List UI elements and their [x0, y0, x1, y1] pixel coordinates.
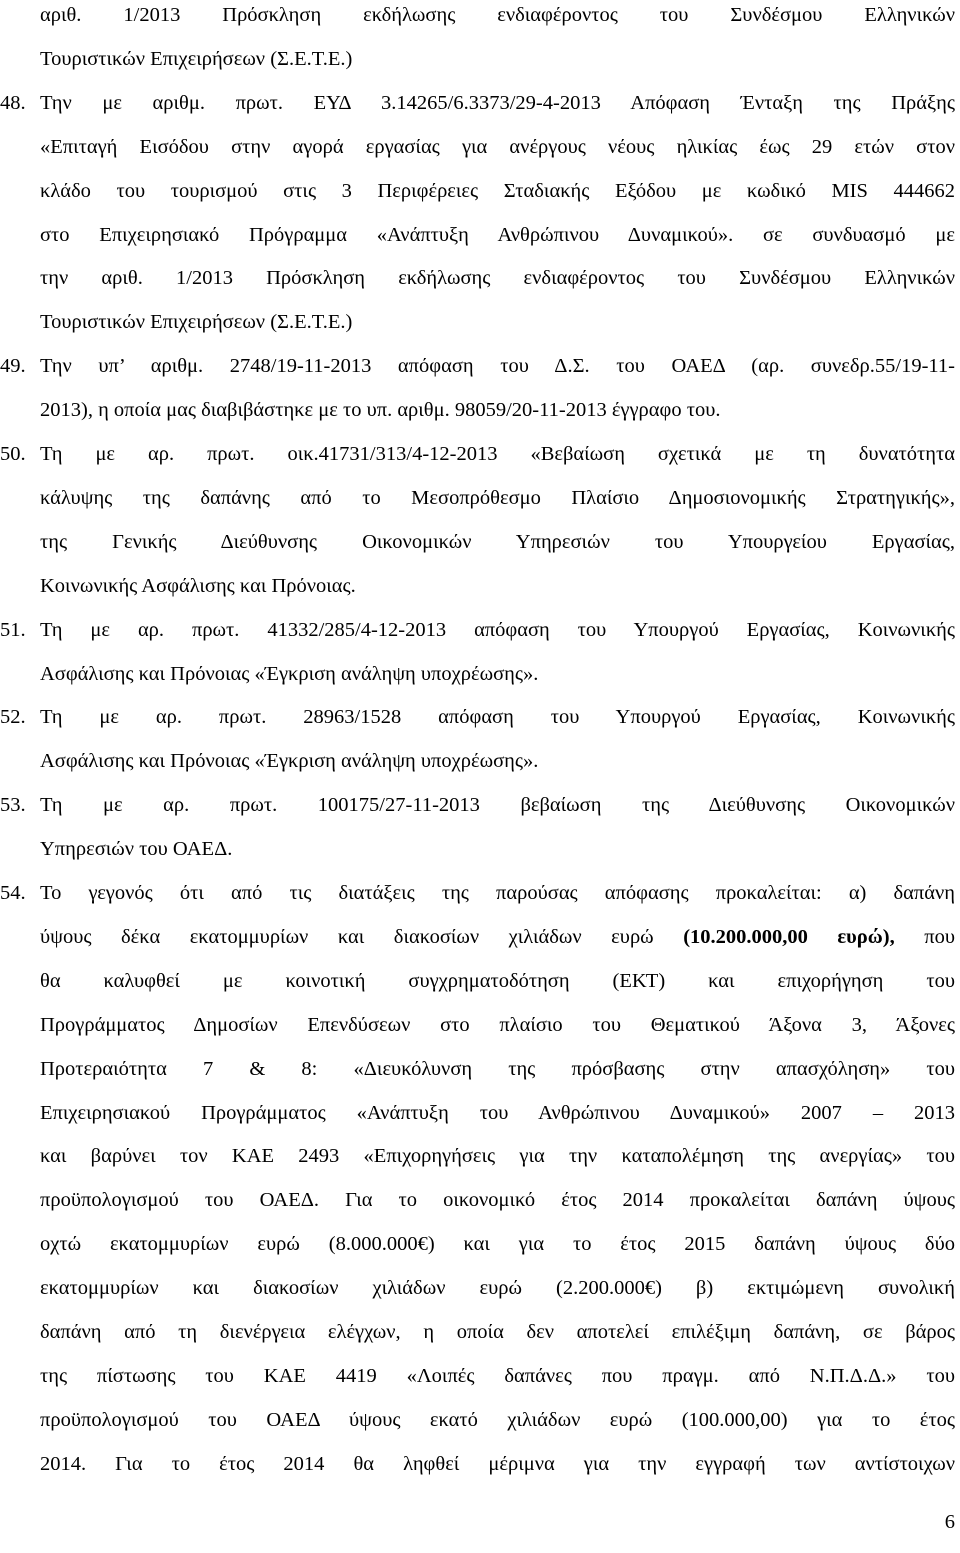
paragraph-line — [0, 176, 960, 206]
text-segment: ύψους δέκα εκατομμυρίων και διακοσίων χιλιάδων ευρώ — [40, 925, 684, 948]
numbered-paragraph-line — [0, 702, 960, 732]
paragraph-line — [0, 220, 960, 250]
paragraph-line — [0, 263, 960, 293]
paragraph-line — [0, 1405, 960, 1435]
paragraph-line — [0, 966, 960, 996]
list-number: 49. — [0, 355, 26, 378]
paragraph-line — [0, 0, 960, 30]
paragraph-line — [0, 527, 960, 557]
paragraph-line — [0, 1141, 960, 1171]
paragraph-line — [0, 395, 960, 425]
line-text: δαπάνη από τη διενέργεια ελέγχων, η οποία δεν αποτελεί επιλέξιμη δαπάνη, σε βάρος — [40, 1321, 955, 1343]
line-text: Ασφάλισης και Πρόνοιας «Έγκριση ανάληψη υποχρέωσης». — [40, 750, 539, 773]
paragraph-line — [0, 1185, 960, 1215]
line-text: Ασφάλισης και Πρόνοιας «Έγκριση ανάληψη υποχρέωσης». — [40, 662, 539, 685]
paragraph-line — [0, 44, 960, 74]
paragraph-line — [0, 746, 960, 776]
paragraph-line — [0, 1054, 960, 1084]
paragraph-line — [0, 1273, 960, 1303]
line-text: Κοινωνικής Ασφάλισης και Πρόνοιας. — [40, 574, 356, 597]
numbered-paragraph-line — [0, 790, 960, 820]
line-text: κάλυψης της δαπάνης από το Μεσοπρόθεσμο Πλαίσιο Δημοσιονομικής Στρατηγικής», — [40, 486, 955, 509]
line-text: Επιχειρησιακού Προγράμματος «Ανάπτυξη του Ανθρώπινου Δυναμικού» 2007 – 2013 — [40, 1101, 955, 1124]
line-text: Τη με αρ. πρωτ. οικ.41731/313/4-12-2013 «Βεβαίωση σχετικά με τη δυνατότητα — [40, 443, 955, 465]
paragraph-line — [0, 307, 960, 337]
line-text: εκατομμυρίων και διακοσίων χιλιάδων ευρώ (2.200.000€) β) εκτιμώμενη συνολική — [40, 1277, 955, 1300]
list-number: 54. — [0, 882, 26, 904]
line-text: κλάδο του τουρισμού στις 3 Περιφέρειες Σταδιακής Εξόδου με κωδικό MIS 444662 — [40, 179, 955, 202]
paragraph-line — [0, 1229, 960, 1259]
line-text: στο Επιχειρησιακό Πρόγραμμα «Ανάπτυξη Ανθρώπινου Δυναμικού». σε συνδυασμό με — [40, 223, 955, 246]
list-number: 48. — [0, 91, 26, 114]
line-text: οχτώ εκατομμυρίων ευρώ (8.000.000€) και για το έτος 2015 δαπάνη ύψους δύο — [40, 1233, 955, 1256]
numbered-paragraph-line — [0, 351, 960, 381]
line-text: Τη με αρ. πρωτ. 41332/285/4-12-2013 απόφαση του Υπουργού Εργασίας, Κοινωνικής — [40, 618, 955, 641]
line-text: 2013), η οποία μας διαβιβάστηκε με το υπ. αριθμ. 98059/20-11-2013 έγγραφο του. — [40, 399, 721, 422]
list-number: 50. — [0, 443, 26, 465]
line-text: την αριθ. 1/2013 Πρόσκληση εκδήλωσης ενδιαφέροντος του Συνδέσμου Ελληνικών — [40, 267, 955, 290]
list-number: 52. — [0, 706, 26, 729]
line-text: της πίστωσης του ΚΑΕ 4419 «Λοιπές δαπάνες που πραγμ. από Ν.Π.Δ.Δ.» του — [40, 1364, 955, 1387]
numbered-paragraph-line — [0, 878, 960, 908]
paragraph-line — [0, 132, 960, 162]
numbered-paragraph-line — [0, 88, 960, 118]
line-text: και βαρύνει τον ΚΑΕ 2493 «Επιχορηγήσεις για την καταπολέμηση της ανεργίας» του — [40, 1145, 955, 1168]
paragraph-line — [0, 659, 960, 689]
paragraph-line — [0, 922, 960, 952]
line-text: Το γεγονός ότι από τις διατάξεις της παρούσας απόφασης προκαλείται: α) δαπάνη — [40, 882, 955, 904]
line-text: της Γενικής Διεύθυνσης Οικονομικών Υπηρεσιών του Υπουργείου Εργασίας, — [40, 530, 955, 553]
line-text: θα καλυφθεί με κοινοτική συγχρηματοδότηση (ΕΚΤ) και επιχορήγηση του — [40, 969, 955, 992]
line-text: Τη με αρ. πρωτ. 100175/27-11-2013 βεβαίωση της Διεύθυνσης Οικονομικών — [40, 794, 955, 817]
line-text: προϋπολογισμού του ΟΑΕΔ. Για το οικονομικό έτος 2014 προκαλείται δαπάνη ύψους — [40, 1189, 955, 1212]
line-text: Τουριστικών Επιχειρήσεων (Σ.Ε.Τ.Ε.) — [40, 311, 353, 334]
line-text: Υπηρεσιών του ΟΑΕΔ. — [40, 838, 233, 861]
line-text: Προτεραιότητα 7 & 8: «Διευκόλυνση της πρόσβασης στην απασχόληση» του — [40, 1057, 955, 1080]
line-text: προϋπολογισμού του ΟΑΕΔ ύψους εκατό χιλιάδων ευρώ (100.000,00) για το έτος — [40, 1408, 955, 1431]
paragraph-line — [0, 571, 960, 601]
line-text: αριθ. 1/2013 Πρόσκληση εκδήλωσης ενδιαφέροντος του Συνδέσμου Ελληνικών — [40, 4, 955, 26]
line-text: Τη με αρ. πρωτ. 28963/1528 απόφαση του Υπουργού Εργασίας, Κοινωνικής — [40, 706, 955, 729]
numbered-paragraph-line — [0, 439, 960, 469]
line-text: Τουριστικών Επιχειρήσεων (Σ.Ε.Τ.Ε.) — [40, 47, 353, 70]
page-number: 6 — [944, 1511, 955, 1533]
paragraph-line — [0, 1010, 960, 1040]
line-text: Προγράμματος Δημοσίων Επενδύσεων στο πλαίσιο του Θεματικού Άξονα 3, Άξονες — [40, 1013, 955, 1036]
paragraph-line — [0, 1449, 960, 1479]
paragraph-line — [0, 483, 960, 513]
line-text: 2014. Για το έτος 2014 θα ληφθεί μέριμνα για την εγγραφή των αντίστοιχων — [40, 1452, 955, 1475]
bold-amount: (10.200.000,00 ευρώ), — [683, 925, 895, 948]
paragraph-line — [0, 1317, 960, 1347]
paragraph-line — [0, 1361, 960, 1391]
line-text: Την με αριθμ. πρωτ. ΕΥΔ 3.14265/6.3373/29-4-2013 Απόφαση Ένταξη της Πράξης — [40, 91, 955, 114]
line-text — [40, 922, 955, 952]
paragraph-line — [0, 834, 960, 864]
line-text: Την υπ’ αριθμ. 2748/19-11-2013 απόφαση του Δ.Σ. του ΟΑΕΔ (αρ. συνεδρ.55/19-11- — [40, 355, 955, 378]
text-segment: που — [894, 925, 955, 948]
list-number: 51. — [0, 618, 26, 641]
numbered-paragraph-line — [0, 615, 960, 645]
paragraph-line — [0, 1098, 960, 1128]
line-text: «Επιταγή Εισόδου στην αγορά εργασίας για ανέργους νέους ηλικίας έως 29 ετών στον — [40, 135, 955, 158]
list-number: 53. — [0, 794, 26, 817]
